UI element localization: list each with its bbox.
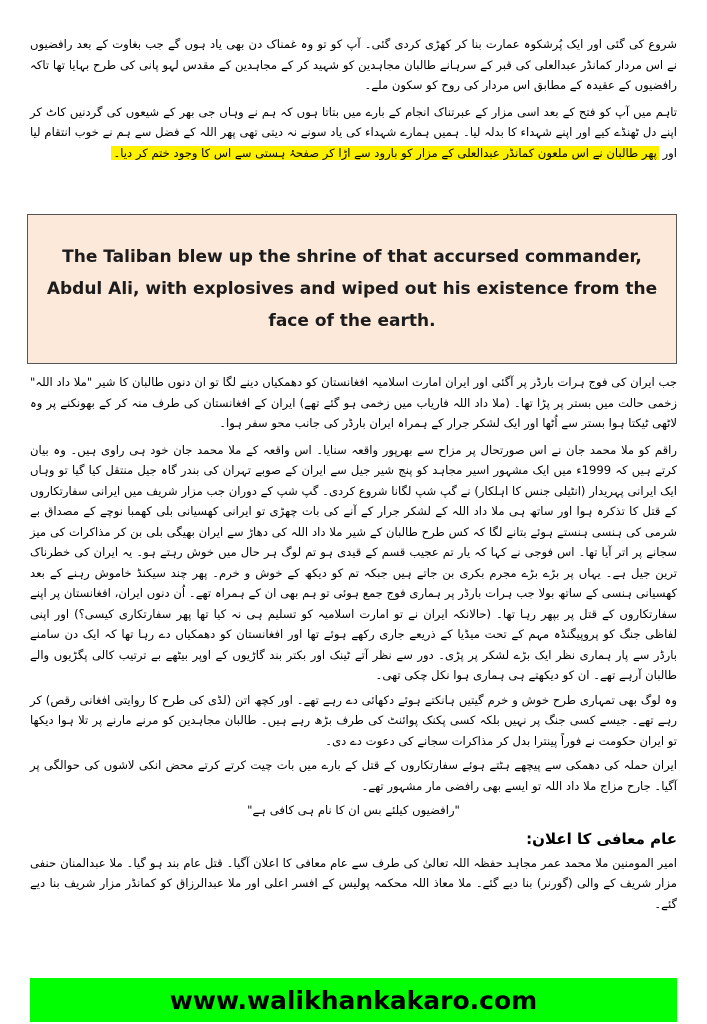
highlighted-sentence: پھر طالبان نے اس ملعون کمانڈر عبدالعلی کے مزار کو بارود سے اڑا کر صفحۂ ہستی سے اس کا وجود ختم کر دیا۔ bbox=[113, 145, 657, 160]
quote-line: "رافضیوں کیلئے بس ان کا نام ہی کافی ہے" bbox=[247, 803, 460, 817]
paragraph-taliban-arrival: وہ لوگ بھی تمہاری طرح خوش و خرم گیتیں ہانکتے ہوئے دکھائی دے رہے تھے۔ اور کچھ اتن (لڈی کی طرح کا روایتی افغانی رقص) کر رہے تھے۔ جیسے کسی جنگ پر نہیں بلکہ کسی پکنک پوائنٹ کی طرف بڑھ رہے ہیں۔ طالبان مجاہدین کو مرنے مارنے پر تلا ہوا دیکھا تو ایران حکومت نے فوراً پینترا بدل کر مذاکرات سجانے کی دعوت دے دی۔ bbox=[30, 692, 677, 748]
paragraph-iran-retreat: ایران حملہ کی دھمکی سے پیچھے ہٹتے ہوئے سفارتکاروں کے قتل کے بارے میں بات چیت کرتے کرتے محض انکی لاشوں کی حوالگی پر آگیا۔ جارح مزاج ملا داد اللہ تو ایسے بھی رافضی مار مشہور تھے۔ bbox=[30, 758, 677, 793]
paragraph-iran-border: جب ایران کی فوج ہرات بارڈر پر آگئی اور ایران امارت اسلامیہ افغانستان کو دھمکیاں دینے لگا تو ان دنوں طالبان کا شیر "ملا داد اللہ" زخمی حالت میں بستر پر پڑا تھا۔ (ملا داد اللہ فاریاب میں زخمی ہو گئے تھے) ایران کے افغانستان کی طرف منہ کر کے بھونکنے پر وہ لاٹھی ٹیکتا ہوا بستر سے اُٹھا اور ایک لشکر جرار کے ہمراہ ایران بارڈر کی جانب محو سفر ہوا۔ bbox=[30, 375, 677, 430]
callout-text: The Taliban blew up the shrine of that accursed commander, Abdul Ali, with explosives and wiped out his existence from the face of the earth. bbox=[46, 247, 658, 331]
section-heading: عام معافی کا اعلان: bbox=[526, 829, 677, 848]
top-section bbox=[30, 34, 677, 163]
paragraph-opening: شروع کی گئی اور ایک پُرشکوہ عمارت بنا کر کھڑی کردی گئی۔ آپ کو تو وہ غمناک دن بھی یاد ہوں گے جب بغاوت کے بعد رافضیوں نے اس مردار کمانڈر عبدالعلی کی قبر کے سرہانے طالبان مجاہدین کو شہید کر کے مجاہدین کے مقدس لہو پانی کی طرح بہایا تھا تاکہ رافضیوں کے عقیدہ کے مطابق اس مردار کی روح کو سکون ملے۔ bbox=[30, 37, 677, 92]
paragraph-narration: راقم کو ملا محمد جان نے اس صورتحال پر مزاح سے بھرپور واقعہ سنایا۔ اس واقعہ کے ملا محمد جان خود ہی راوی ہیں۔ وہ بیان کرتے ہیں کہ 1999ء میں ایک مشہور اسیر مجاہد کو پنج شیر جیل سے ایران کے صوبے تہران کی بندر گاہ جیل منتقل کیا گیا تو وہاں ایک ایرانی پہریدار (انٹیلی جنس کا اہلکار) نے گپ شپ لگانا شروع کردی۔ گپ شپ کے دوران جب مزار شریف میں ایرانی سفارتکاروں کے قتل کا تذکرہ ہوا اور ساتھ ہی ملا داد اللہ کے لشکر جرار کے آنے کی بات چھڑی تو ایرانی کھسیانی بلی کھمبا نوچے کے مصداق بے شرمی کی ہنسی ہنستے ہوئے بتانے لگا کہ کس طرح طالبان کے شیر ملا داد اللہ کی دھاڑ سے ایران بھیگی بلی بن کر مذاکرات کی میز سجانے پر اتر آیا تھا۔ اس فوجی نے کہا کہ یار تم عجیب قسم کے قیدی ہو تم لوگ ہر حال میں خوش رہتے ہو۔ یہ ایران کی خطرناک ترین جیل ہے۔ یہاں پر بڑے بڑے مجرم بکری بن جاتے ہیں جبکہ تم کو دیکھ کے خوش و خرم۔ پھر چند سیکنڈ خاموش رہنے کے بعد کھسیانی ہنسی کے ساتھ بولا جب ہرات بارڈر پر ہماری فوج جمع ہوئی تو ہم بھی ان کے ہمراہ تھے۔ اُن دنوں ایران، افغانستان پر اپنے سفارتکاروں کے قتل پر بپھر رہا تھا۔ (حالانکہ ایران نے تو امارت اسلامیہ کو تسلیم ہی نہ کیا تھا پھر سفارتکاری کیسی؟) اور اپنی لفاظی جنگ کو پروپیگنڈہ مہم کے تحت میڈیا کے ذریعے جاری رکھے ہوئے تھا اور افغانستان کو دھمکیاں دے رہا تھا کہ ایک دن سامنے بارڈر سے پار ہماری نظر ایک بڑے لشکر پر پڑی۔ دور سے نظر آتے ٹینک اور بکتر بند گاڑیوں کے اوپر بیٹھے بے ترتیب کالی پگڑیوں والے طالبان آرہے تھے۔ ان کو دیکھتے ہی ہماری ہوا نکل چکی تھی۔ bbox=[30, 442, 677, 682]
paragraph-shrine-plain: تاہم میں آپ کو فتح کے بعد اسی مزار کے عبرتناک انجام کے بارے میں بتاتا ہوں کہ ہم نے وہاں جی بھر کے شیعوں کی گردنیں کاٹ کر اپنے دل ٹھنڈے کیے اور اپنے شہداء کا بدلہ لیا۔ ہمیں ہمارے شہداء کی یاد سونے نہ دیتی تھی پھر اللہ کے فضل سے ہم نے خوب انتقام لیا اور bbox=[30, 104, 677, 160]
paragraph-amnesty: امیر المومنین ملا محمد عمر مجاہد حفظہ اللہ تعالیٰ کی طرف سے عام معافی کا اعلان آگیا۔ قتل عام بند ہو گیا۔ ملا عبدالمنان حنفی مزار شریف کے والی (گورنر) بنا دیے گئے۔ ملا معاذ اللہ محکمہ پولیس کے افسر اعلی اور ملا عبدالرزاق کو کمانڈر مزار شریف بنا دیے گئے۔ bbox=[30, 855, 677, 911]
footer-url: www.walikhankakaro.com bbox=[169, 985, 538, 1015]
paragraph-shrine-fate bbox=[30, 102, 677, 164]
body-section bbox=[30, 372, 677, 914]
footer-banner bbox=[30, 978, 677, 1022]
translation-callout bbox=[27, 214, 677, 364]
